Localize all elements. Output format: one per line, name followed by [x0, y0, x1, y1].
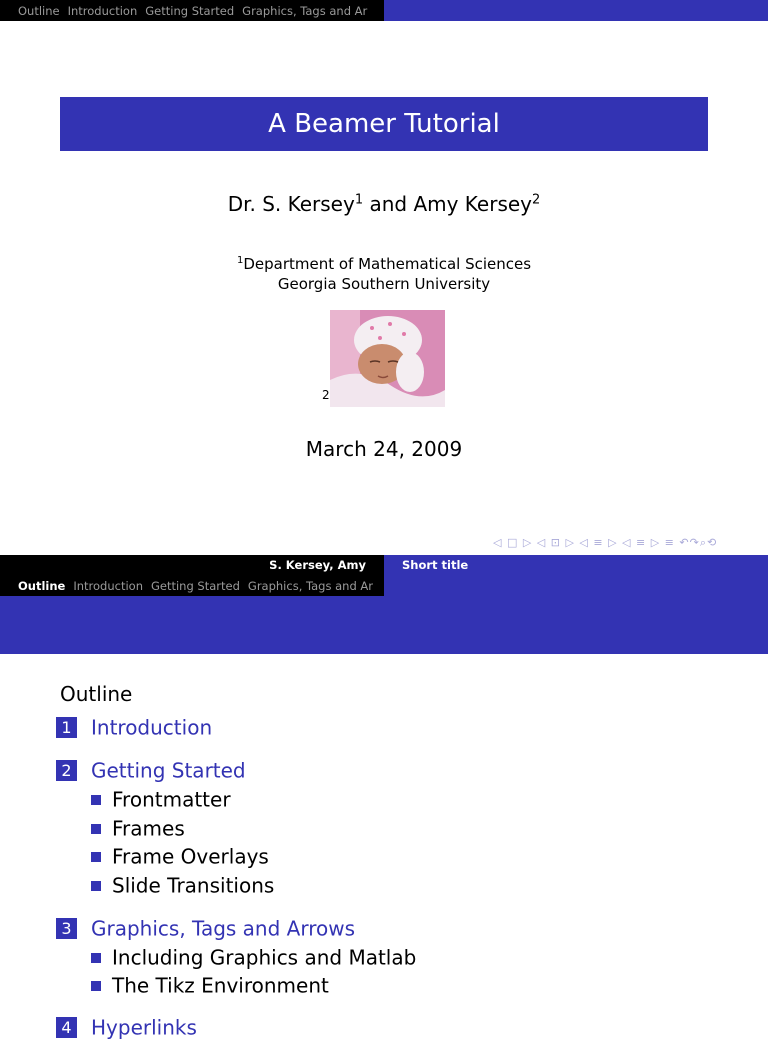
- toc-subsection-slide-transitions[interactable]: [91, 872, 274, 898]
- nav-link-outline-active[interactable]: Outline: [18, 579, 66, 593]
- toc-subsection-frame-overlays[interactable]: [91, 843, 269, 869]
- nav-link-getting-started[interactable]: Getting Started: [145, 4, 235, 18]
- nav-link-introduction[interactable]: Introduction: [67, 4, 138, 18]
- slide1-section-nav: [0, 0, 384, 21]
- toc-subsection-frontmatter[interactable]: [91, 786, 231, 812]
- toc-subsection-frames[interactable]: [91, 815, 185, 841]
- baby-photo: [330, 310, 445, 407]
- subsection-label[interactable]: Slide Transitions: [112, 873, 275, 898]
- nav-link-graphics[interactable]: Graphics, Tags and Ar: [242, 4, 368, 18]
- square-bullet-icon: [91, 953, 101, 963]
- and-text: and: [369, 192, 408, 216]
- outline-heading: Outline: [60, 682, 133, 706]
- presentation-date: March 24, 2009: [305, 437, 463, 461]
- author-2: Amy Kersey: [413, 192, 533, 216]
- presentation-title: A Beamer Tutorial: [60, 97, 708, 151]
- author-1-affiliation: 1: [354, 192, 364, 208]
- nav-link-introduction[interactable]: Introduction: [73, 579, 143, 593]
- subsection-label[interactable]: Frontmatter: [112, 787, 231, 812]
- subsection-label[interactable]: Including Graphics and Matlab: [112, 945, 417, 970]
- subsection-label[interactable]: Frame Overlays: [112, 844, 269, 869]
- square-bullet-icon: [91, 852, 101, 862]
- institution-marker: 1: [236, 255, 244, 266]
- section-label[interactable]: Hyperlinks: [91, 1015, 197, 1040]
- toc-subsection-tikz[interactable]: [91, 972, 329, 998]
- slide1-nav-bar: [0, 0, 768, 21]
- subsection-label[interactable]: The Tikz Environment: [112, 973, 329, 998]
- toc-section-introduction[interactable]: [56, 714, 212, 740]
- section-label[interactable]: Getting Started: [91, 758, 246, 783]
- square-bullet-icon: [91, 824, 101, 834]
- nav-link-getting-started[interactable]: Getting Started: [150, 579, 240, 593]
- section-number-badge: 1: [56, 717, 77, 738]
- nav-link-outline[interactable]: Outline: [18, 4, 60, 18]
- square-bullet-icon: [91, 881, 101, 891]
- institution-university: Georgia Southern University: [277, 275, 491, 293]
- toc-section-hyperlinks[interactable]: [56, 1014, 197, 1040]
- section-number-badge: 2: [56, 760, 77, 781]
- footer-author: S. Kersey, Amy: [0, 555, 384, 575]
- footer-short-title: Short title: [384, 555, 768, 575]
- frame-title-band: [0, 596, 768, 654]
- author-1: Dr. S. Kersey: [227, 192, 355, 216]
- institution: [0, 251, 768, 294]
- slide2-nav-bar: [0, 575, 768, 596]
- toc-section-getting-started[interactable]: [56, 757, 246, 783]
- square-bullet-icon: [91, 981, 101, 991]
- authors: [0, 192, 768, 216]
- toc-section-graphics[interactable]: [56, 915, 355, 941]
- subsection-label[interactable]: Frames: [112, 816, 185, 841]
- beamer-navigation-symbols[interactable]: ◁ □ ▷ ◁ ⊡ ▷ ◁ ≡ ▷ ◁ ≡ ▷ ≡ ↶↷⌕⟲: [493, 536, 718, 549]
- toc-subsection-graphics-matlab[interactable]: [91, 944, 416, 970]
- section-label[interactable]: Graphics, Tags and Arrows: [91, 916, 356, 941]
- section-number-badge: 4: [56, 1017, 77, 1038]
- square-bullet-icon: [91, 795, 101, 805]
- photo-affiliation-marker: 2: [322, 388, 330, 402]
- nav-link-graphics[interactable]: Graphics, Tags and Ar: [247, 579, 374, 593]
- author-2-affiliation: 2: [532, 192, 541, 208]
- section-label[interactable]: Introduction: [91, 715, 213, 740]
- institution-department: Department of Mathematical Sciences: [243, 255, 532, 273]
- slide2-section-nav: [0, 575, 384, 596]
- section-number-badge: 3: [56, 918, 77, 939]
